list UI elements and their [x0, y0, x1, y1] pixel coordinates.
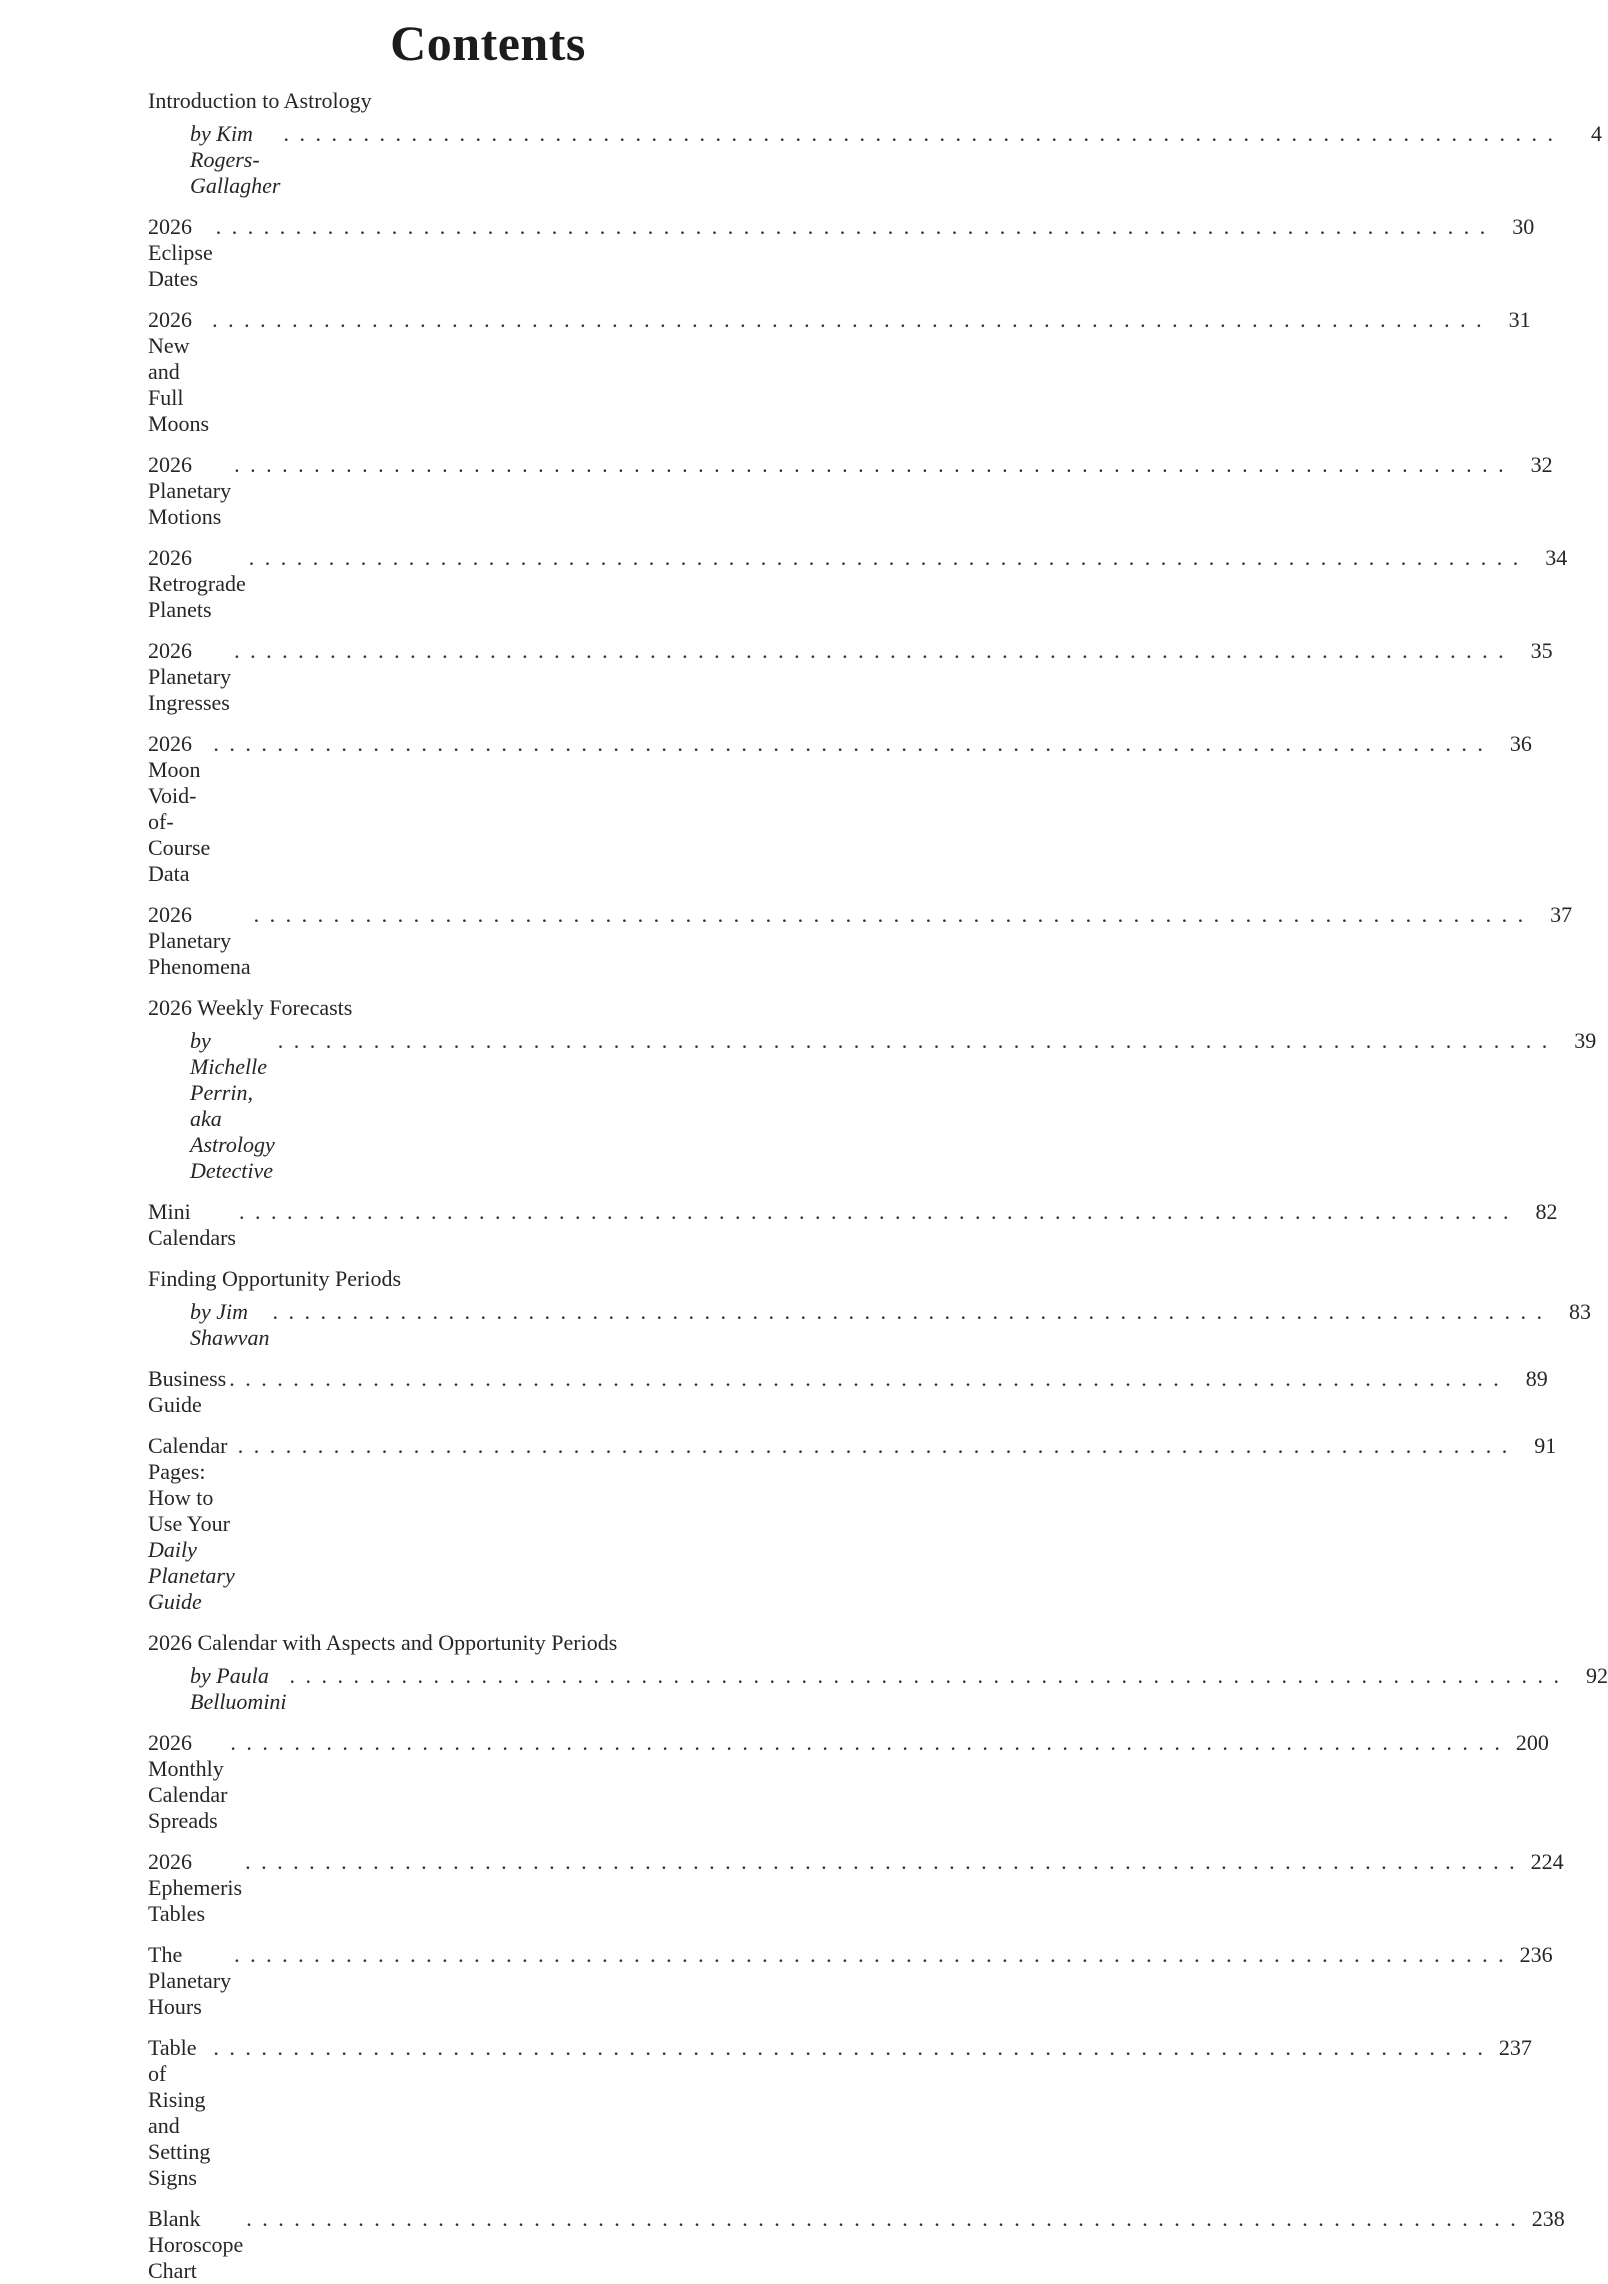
toc-entry — [148, 452, 1553, 530]
dot-leader — [212, 307, 1483, 333]
entry-byline: by Jim Shawvan — [190, 1299, 270, 1350]
toc-row — [148, 452, 1553, 530]
dot-leader — [234, 1942, 1505, 1968]
page-number: 83 — [1568, 1299, 1591, 1324]
toc-row — [148, 1942, 1553, 2020]
page-number: 200 — [1515, 1730, 1549, 1755]
entry-byline: by Kim Rogers-Gallagher — [190, 121, 281, 198]
toc-entry — [148, 1433, 1557, 1615]
page-number: 31 — [1508, 307, 1531, 332]
toc-row — [148, 1199, 1558, 1251]
toc-byline-row — [148, 121, 1602, 199]
toc-byline-row — [148, 1028, 1597, 1184]
page-number: 92 — [1586, 1663, 1608, 1688]
page-number: 4 — [1590, 121, 1602, 146]
page-number: 32 — [1530, 452, 1553, 477]
dot-leader — [239, 1199, 1510, 1225]
toc-entry — [148, 902, 1573, 980]
dot-leader — [216, 214, 1487, 240]
toc-row — [148, 995, 828, 1021]
page-number: 30 — [1512, 214, 1535, 239]
toc-entry — [148, 88, 1602, 199]
entry-byline: by Michelle Perrin, aka Astrology Detective — [190, 1028, 281, 1183]
dot-leader — [234, 638, 1505, 664]
entry-title: 2026 Eclipse Dates — [148, 214, 219, 291]
dot-leader — [249, 545, 1520, 571]
page-number: 82 — [1535, 1199, 1558, 1224]
entry-title: Calendar Pages: How to Use Your Daily Planetary Guide — [148, 1433, 241, 1614]
page-number: 236 — [1519, 1942, 1553, 1967]
toc-row — [148, 1433, 1557, 1615]
toc-entry — [148, 1630, 1608, 1715]
toc-entry — [148, 1849, 1564, 1927]
toc-row — [148, 88, 828, 114]
toc-entry — [148, 1942, 1553, 2020]
page-number: 91 — [1534, 1433, 1557, 1458]
toc-entries — [148, 88, 1608, 2284]
entry-title: 2026 Moon Void-of-Course Data — [148, 731, 216, 886]
toc-entry — [148, 214, 1535, 292]
toc-row — [148, 1849, 1564, 1927]
toc-row — [148, 2206, 1565, 2284]
toc-entry — [148, 995, 1597, 1184]
entry-title: 2026 Retrograde Planets — [148, 545, 252, 622]
dot-leader — [254, 902, 1525, 928]
toc-entry — [148, 638, 1553, 716]
dot-leader — [213, 731, 1484, 757]
toc-entry — [148, 1366, 1548, 1418]
entry-title: 2026 Planetary Phenomena — [148, 902, 251, 979]
entry-title: Business Guide — [148, 1366, 232, 1417]
entry-title: Introduction to Astrology — [148, 88, 372, 113]
entry-byline: by Paula Belluomini — [190, 1663, 287, 1714]
toc-entry — [148, 307, 1531, 437]
entry-title: 2026 Planetary Motions — [148, 452, 237, 529]
toc-entry — [148, 2206, 1565, 2284]
entry-title: Blank Horoscope Chart — [148, 2206, 249, 2283]
toc-entry — [148, 1199, 1558, 1251]
toc-row — [148, 2035, 1532, 2191]
entry-title: 2026 Planetary Ingresses — [148, 638, 237, 715]
entry-title: Table of Rising and Setting Signs — [148, 2035, 216, 2190]
page-number: 37 — [1550, 902, 1573, 927]
page-number: 36 — [1509, 731, 1532, 756]
entry-title: 2026 Monthly Calendar Spreads — [148, 1730, 233, 1833]
entry-title: Finding Opportunity Periods — [148, 1266, 402, 1291]
entry-title: The Planetary Hours — [148, 1942, 237, 2019]
page-number: 224 — [1530, 1849, 1564, 1874]
dot-leader — [272, 1299, 1543, 1325]
dot-leader — [245, 1849, 1516, 1875]
toc-row — [148, 638, 1553, 716]
toc-row — [148, 902, 1573, 980]
toc-byline-row — [148, 1663, 1608, 1715]
dot-leader — [246, 2206, 1517, 2232]
toc-byline-row — [148, 1299, 1591, 1351]
entry-title: Mini Calendars — [148, 1199, 236, 1250]
page-number: 34 — [1545, 545, 1568, 570]
entry-title: 2026 Calendar with Aspects and Opportunity Periods — [148, 1630, 618, 1655]
dot-leader — [278, 1028, 1549, 1054]
page-number: 89 — [1525, 1366, 1548, 1391]
toc-row — [148, 1630, 828, 1656]
page-title: Contents — [390, 15, 586, 71]
dot-leader — [290, 1663, 1561, 1689]
page-number: 237 — [1498, 2035, 1532, 2060]
dot-leader — [238, 1433, 1509, 1459]
toc-row — [148, 1366, 1548, 1418]
entry-title-italic: Daily Planetary Guide — [148, 1537, 241, 1614]
toc-entry — [148, 731, 1532, 887]
dot-leader — [283, 121, 1554, 147]
entry-title: 2026 Weekly Forecasts — [148, 995, 353, 1020]
dot-leader — [229, 1366, 1500, 1392]
entry-title: 2026 Ephemeris Tables — [148, 1849, 248, 1926]
page-number: 35 — [1530, 638, 1553, 663]
toc-entry — [148, 2035, 1532, 2191]
page-number: 238 — [1531, 2206, 1565, 2231]
toc-row — [148, 1266, 828, 1292]
entry-title: 2026 New and Full Moons — [148, 307, 210, 436]
toc-row — [148, 214, 1535, 292]
toc-entry — [148, 545, 1568, 623]
toc-entry — [148, 1266, 1591, 1351]
dot-leader — [213, 2035, 1484, 2061]
toc-row — [148, 731, 1532, 887]
toc-row — [148, 545, 1568, 623]
dot-leader — [230, 1730, 1501, 1756]
dot-leader — [234, 452, 1505, 478]
toc-row — [148, 1730, 1549, 1834]
toc-entry — [148, 1730, 1549, 1834]
toc-row — [148, 307, 1531, 437]
page-number: 39 — [1574, 1028, 1597, 1053]
